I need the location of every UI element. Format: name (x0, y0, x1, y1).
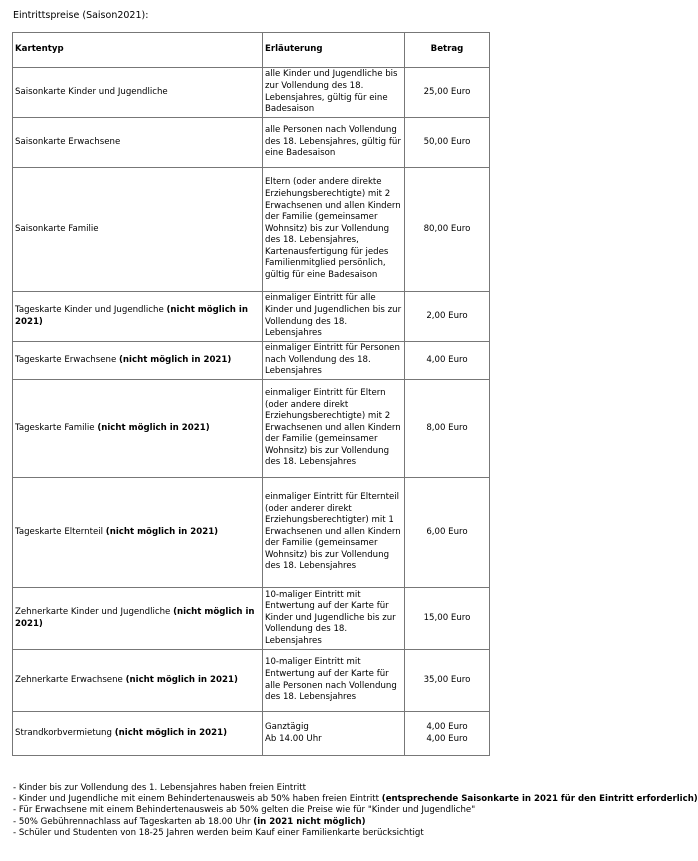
ticket-type-cell: Tageskarte Erwachsene (nicht möglich in 2021) (13, 342, 263, 380)
description-cell: einmaliger Eintritt für Eltern (oder andere direkt Erziehungsberechtigte) mit 2 Erwachsenen und allen Kindern der Familie (gemeinsamer Wohnsitz) bis zur Vollendung des 18. Lebensjahres (263, 380, 405, 478)
availability-note: (nicht möglich in 2021) (125, 674, 238, 685)
description-cell: einmaliger Eintritt für Personen nach Vollendung des 18. Lebensjahres (263, 342, 405, 380)
footnotes (13, 783, 698, 839)
description-cell: einmaliger Eintritt für Elternteil (oder anderer direkt Erziehungsberechtigter) mit 1 Erwachsenen und allen Kindern der Familie (gemeinsamer Wohnsitz) bis zur Vollendung des 18. Lebensjahres (263, 478, 405, 588)
description-cell: 10-maliger Eintritt mit Entwertung auf der Karte für alle Personen nach Vollendung des 18. Lebensjahres (263, 650, 405, 712)
availability-note: (nicht möglich in 2021) (15, 606, 255, 629)
price-cell: 80,00 Euro (405, 168, 490, 292)
table-row (13, 342, 490, 380)
footnote: - Kinder und Jugendliche mit einem Behindertenausweis ab 50% haben freien Eintritt (entsprechende Saisonkarte in 2021 für den Eintritt erforderlich) (13, 794, 698, 805)
availability-note: (nicht möglich in 2021) (97, 422, 210, 433)
price-table (12, 32, 490, 756)
table-row (13, 168, 490, 292)
ticket-type-cell: Zehnerkarte Erwachsene (nicht möglich in 2021) (13, 650, 263, 712)
description-cell: alle Personen nach Vollendung des 18. Lebensjahres, gültig für eine Badesaison (263, 118, 405, 168)
column-header-kartentyp: Kartentyp (13, 33, 263, 68)
table-row (13, 68, 490, 118)
description-cell: Ganztägig Ab 14.00 Uhr (263, 712, 405, 756)
price-cell: 25,00 Euro (405, 68, 490, 118)
price-cell: 8,00 Euro (405, 380, 490, 478)
table-row (13, 650, 490, 712)
footnote: - Für Erwachsene mit einem Behindertenausweis ab 50% gelten die Preise wie für "Kinder und Jugendliche" (13, 805, 476, 816)
price-cell: 4,00 Euro (405, 342, 490, 380)
table-row (13, 292, 490, 342)
ticket-type-cell: Tageskarte Familie (nicht möglich in 2021) (13, 380, 263, 478)
ticket-type-cell: Tageskarte Kinder und Jugendliche (nicht möglich in 2021) (13, 292, 263, 342)
price-cell: 2,00 Euro (405, 292, 490, 342)
column-header-erlaeuterung: Erläuterung (263, 33, 405, 68)
table-row (13, 712, 490, 756)
price-cell: 50,00 Euro (405, 118, 490, 168)
table-row (13, 478, 490, 588)
table-row (13, 588, 490, 650)
availability-note: (nicht möglich in 2021) (114, 727, 228, 738)
footnote: - 50% Gebührennachlass auf Tageskarten ab 18.00 Uhr (in 2021 nicht möglich) (13, 816, 366, 827)
description-cell: Eltern (oder andere direkte Erziehungsberechtigte) mit 2 Erwachsenen und allen Kindern der Familie (gemeinsamer Wohnsitz) bis zur Vollendung des 18. Lebensjahres, Kartenausfertigung für jedes Familienmitglied persönlich, gültig für eine Badesaison (263, 168, 405, 292)
description-cell: einmaliger Eintritt für alle Kinder und Jugendlichen bis zur Vollendung des 18. Lebensjahres (263, 292, 405, 342)
footnote: - Schüler und Studenten von 18-25 Jahren werden beim Kauf einer Familienkarte berücksichtigt (13, 827, 424, 838)
price-cell: 4,00 Euro 4,00 Euro (405, 712, 490, 756)
availability-note: (nicht möglich in 2021) (119, 354, 232, 365)
ticket-type-cell: Tageskarte Elternteil (nicht möglich in 2021) (13, 478, 263, 588)
ticket-type-cell: Saisonkarte Erwachsene (13, 118, 263, 168)
price-cell: 35,00 Euro (405, 650, 490, 712)
column-header-betrag: Betrag (405, 33, 490, 68)
footnote: - Kinder bis zur Vollendung des 1. Lebensjahres haben freien Eintritt (13, 783, 306, 793)
ticket-type-cell: Saisonkarte Familie (13, 168, 263, 292)
price-cell: 6,00 Euro (405, 478, 490, 588)
ticket-type-cell: Saisonkarte Kinder und Jugendliche (13, 68, 263, 118)
description-cell: 10-maliger Eintritt mit Entwertung auf der Karte für Kinder und Jugendliche bis zur Vollendung des 18. Lebensjahres (263, 588, 405, 650)
price-cell: 15,00 Euro (405, 588, 490, 650)
table-header-row (13, 33, 490, 68)
ticket-type-cell: Zehnerkarte Kinder und Jugendliche (nicht möglich in 2021) (13, 588, 263, 650)
table-row (13, 380, 490, 478)
availability-note: (nicht möglich in 2021) (15, 304, 248, 327)
table-row (13, 118, 490, 168)
ticket-type-cell: Strandkorbvermietung (nicht möglich in 2021) (13, 712, 263, 756)
page-heading: Eintrittspreise (Saison2021): (13, 10, 149, 21)
description-cell: alle Kinder und Jugendliche bis zur Vollendung des 18. Lebensjahres, gültig für eine Badesaison (263, 68, 405, 118)
availability-note: (nicht möglich in 2021) (105, 526, 219, 537)
